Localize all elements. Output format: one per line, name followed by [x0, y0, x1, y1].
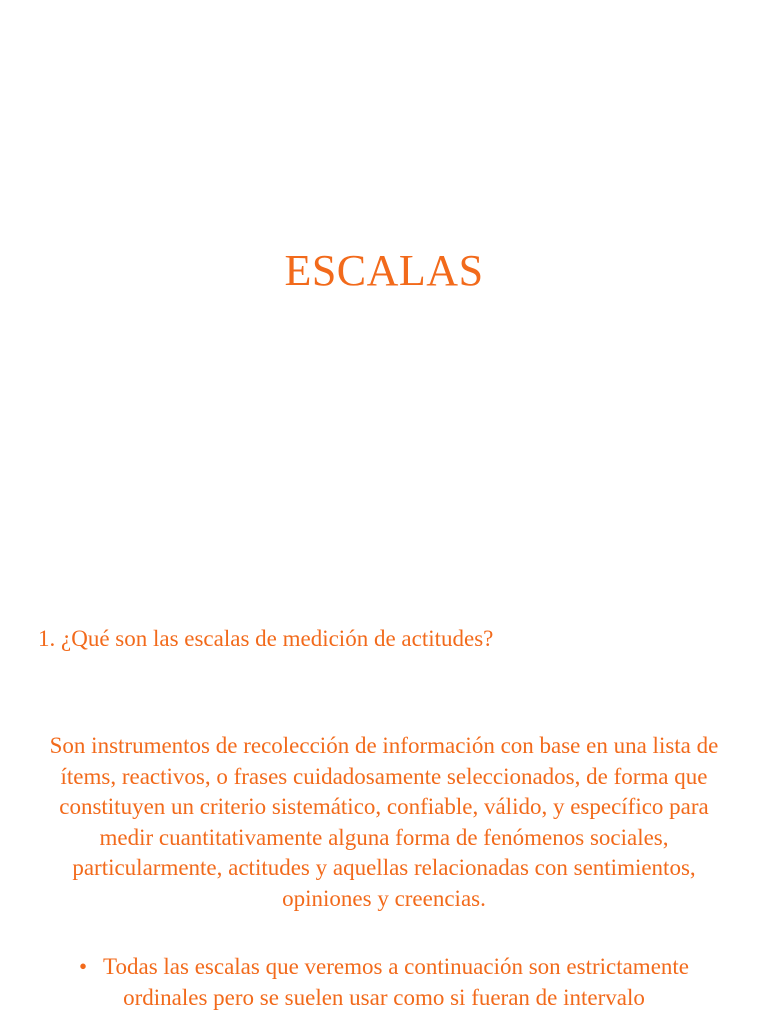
bullet-icon: • [78, 954, 88, 979]
bullet-text: Todas las escalas que veremos a continuación son estrictamente ordinales pero se suelen usar como si fueran de intervalo [103, 954, 690, 1010]
slide-title: ESCALAS [284, 246, 484, 295]
question-heading: 1. ¿Qué son las escalas de medición de actitudes? [38, 626, 494, 651]
definition-paragraph: Son instrumentos de recolección de información con base en una lista de ítems, reactivos, o frases cuidadosamente seleccionados, de forma que constituyen un criterio sistemático, confiable, válido, y específico para medir cuantitativamente alguna forma de fenómenos sociales, particularmente, actitudes y aquellas relacionadas con sentimientos, opiniones y creencias. [49, 733, 719, 911]
bullet-item [60, 952, 708, 1013]
